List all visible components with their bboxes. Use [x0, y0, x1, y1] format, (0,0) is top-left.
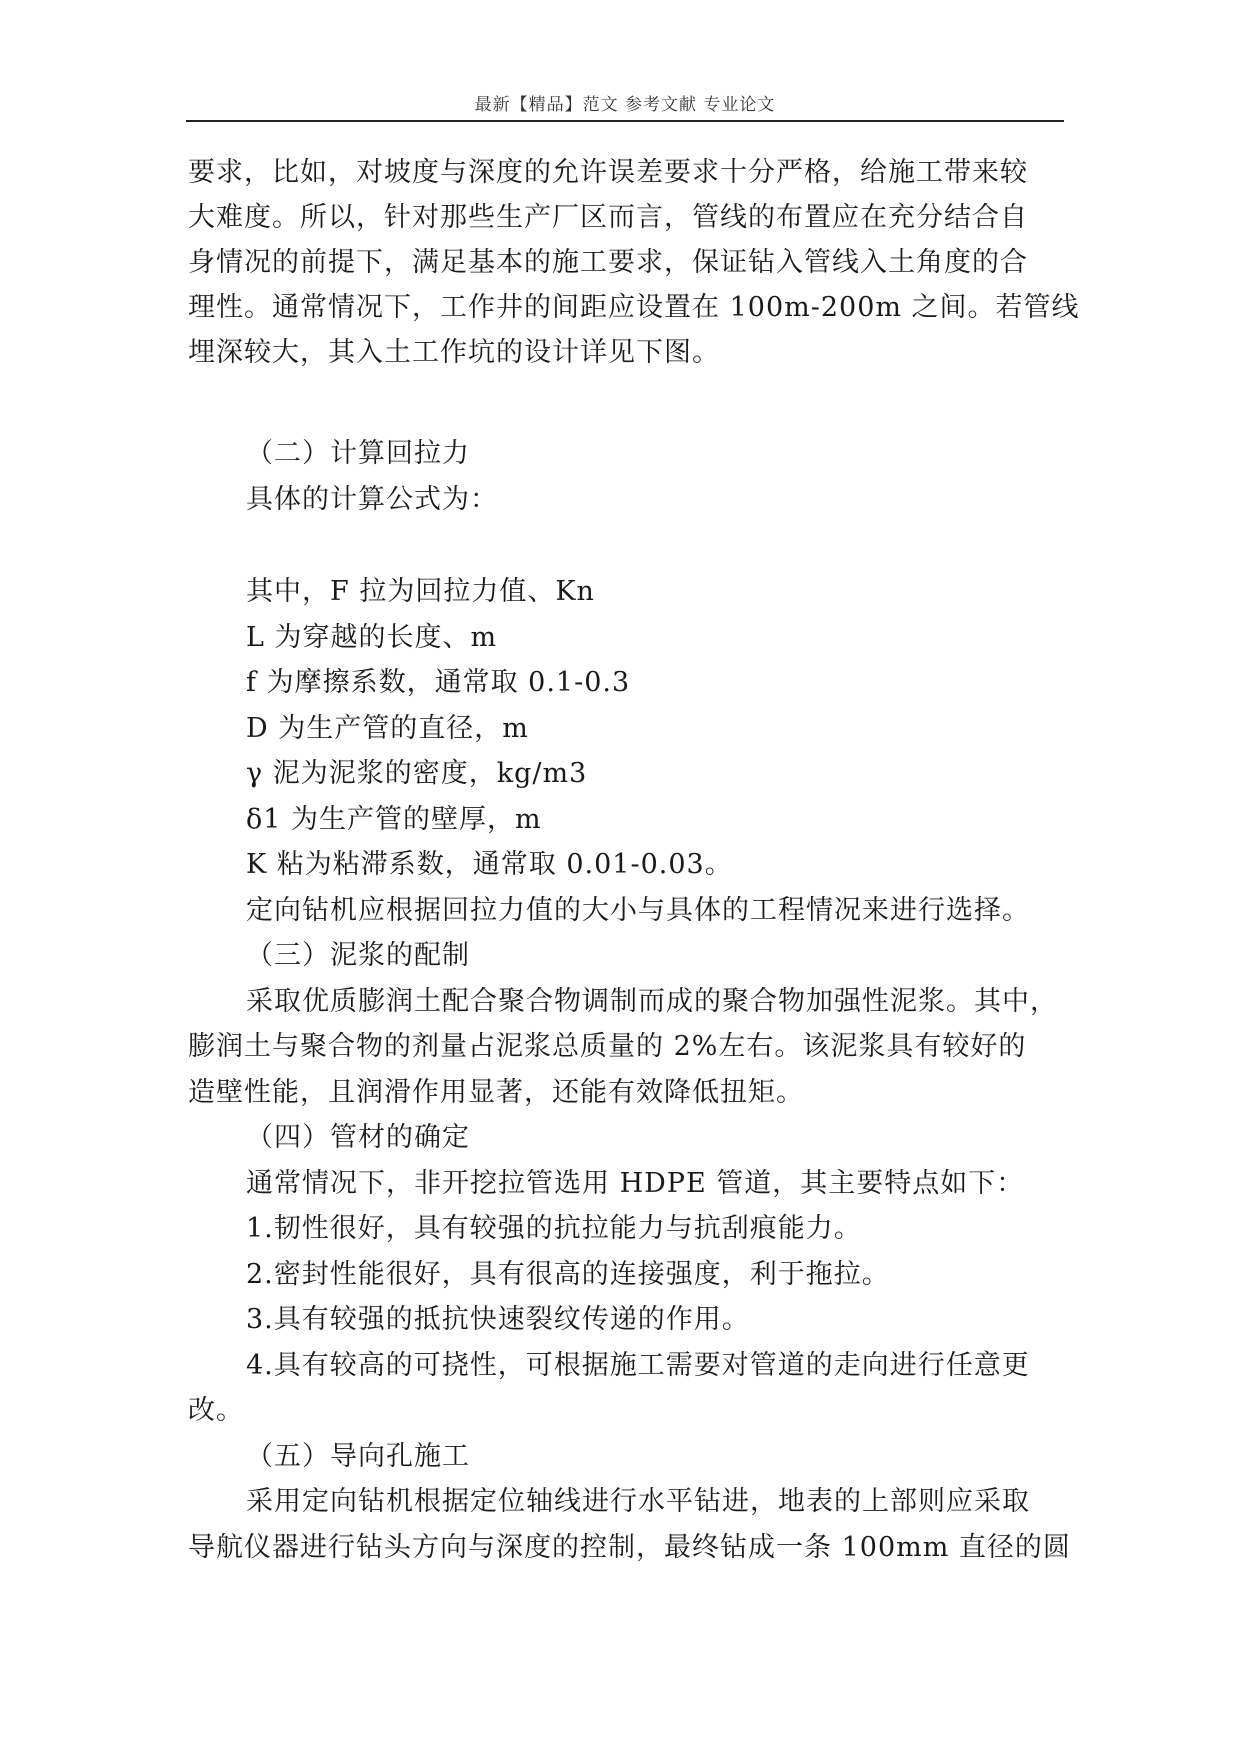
- section-heading: （五）导向孔施工: [246, 1440, 470, 1472]
- paragraph-line: 理性。通常情况下，工作井的间距应设置在 100m-200m 之间。若管线: [188, 292, 1080, 323]
- paragraph-line: 造壁性能，且润滑作用显著，还能有效降低扭矩。: [188, 1076, 804, 1108]
- variable-line: D 为生产管的直径，m: [246, 712, 529, 744]
- section-2-block: [188, 431, 498, 522]
- variable-line: K 粘为粘滞系数，通常取 0.01-0.03。: [246, 849, 733, 880]
- variable-line: f 为摩擦系数，通常取 0.1-0.3: [246, 667, 631, 698]
- paragraph-line: 采用定向钻机根据定位轴线进行水平钻进，地表的上部则应采取: [246, 1486, 1030, 1517]
- section-heading: （四）管材的确定: [246, 1122, 470, 1153]
- paragraph-line: 膨润土与聚合物的剂量占泥浆总质量的 2%左右。该泥浆具有较好的: [188, 1031, 1027, 1062]
- variable-line: L 为穿越的长度、m: [246, 621, 498, 653]
- paragraph-line: 埋深较大，其入土工作坑的设计详见下图。: [188, 337, 720, 368]
- page-header: [186, 84, 1064, 122]
- list-item: 1.韧性很好，具有较强的抗拉能力与抗刮痕能力。: [246, 1213, 862, 1244]
- section-heading: （二）计算回拉力: [246, 438, 470, 469]
- header-text: 最新【精品】范文 参考文献 专业论文: [474, 95, 776, 115]
- section-heading: （三）泥浆的配制: [246, 940, 470, 971]
- variable-line: δ1 为生产管的壁厚，m: [246, 803, 542, 835]
- variable-line: 其中，F 拉为回拉力值、Kn: [246, 576, 595, 607]
- list-item: 3.具有较强的抵抗快速裂纹传递的作用。: [246, 1304, 750, 1335]
- list-item-continuation: 改。: [188, 1395, 244, 1426]
- paragraph-line: 要求，比如，对坡度与深度的允许误差要求十分严格，给施工带来较: [188, 157, 1028, 188]
- variable-line: 定向钻机应根据回拉力值的大小与具体的工程情况来进行选择。: [246, 894, 1030, 926]
- paragraph-line: 通常情况下，非开挖拉管选用 HDPE 管道，其主要特点如下：: [246, 1167, 1025, 1199]
- paragraph-line: 身情况的前提下，满足基本的施工要求，保证钻入管线入土角度的合: [188, 247, 1028, 278]
- list-item: 4.具有较高的可挠性，可根据施工需要对管道的走向进行任意更: [246, 1349, 1030, 1381]
- paragraph-line: 导航仪器进行钻头方向与深度的控制，最终钻成一条 100mm 直径的圆: [188, 1531, 1071, 1563]
- paragraph-1: [188, 150, 1080, 375]
- list-item: 2.密封性能很好，具有很高的连接强度，利于拖拉。: [246, 1258, 890, 1290]
- variable-list: [188, 569, 1071, 1570]
- paragraph-line: 采取优质膨润土配合聚合物调制而成的聚合物加强性泥浆。其中，: [246, 985, 1058, 1017]
- formula-intro: 具体的计算公式为：: [246, 483, 498, 515]
- variable-line: γ 泥为泥浆的密度，kg/m3: [246, 758, 588, 789]
- paragraph-line: 大难度。所以，针对那些生产厂区而言，管线的布置应在充分结合自: [188, 202, 1028, 233]
